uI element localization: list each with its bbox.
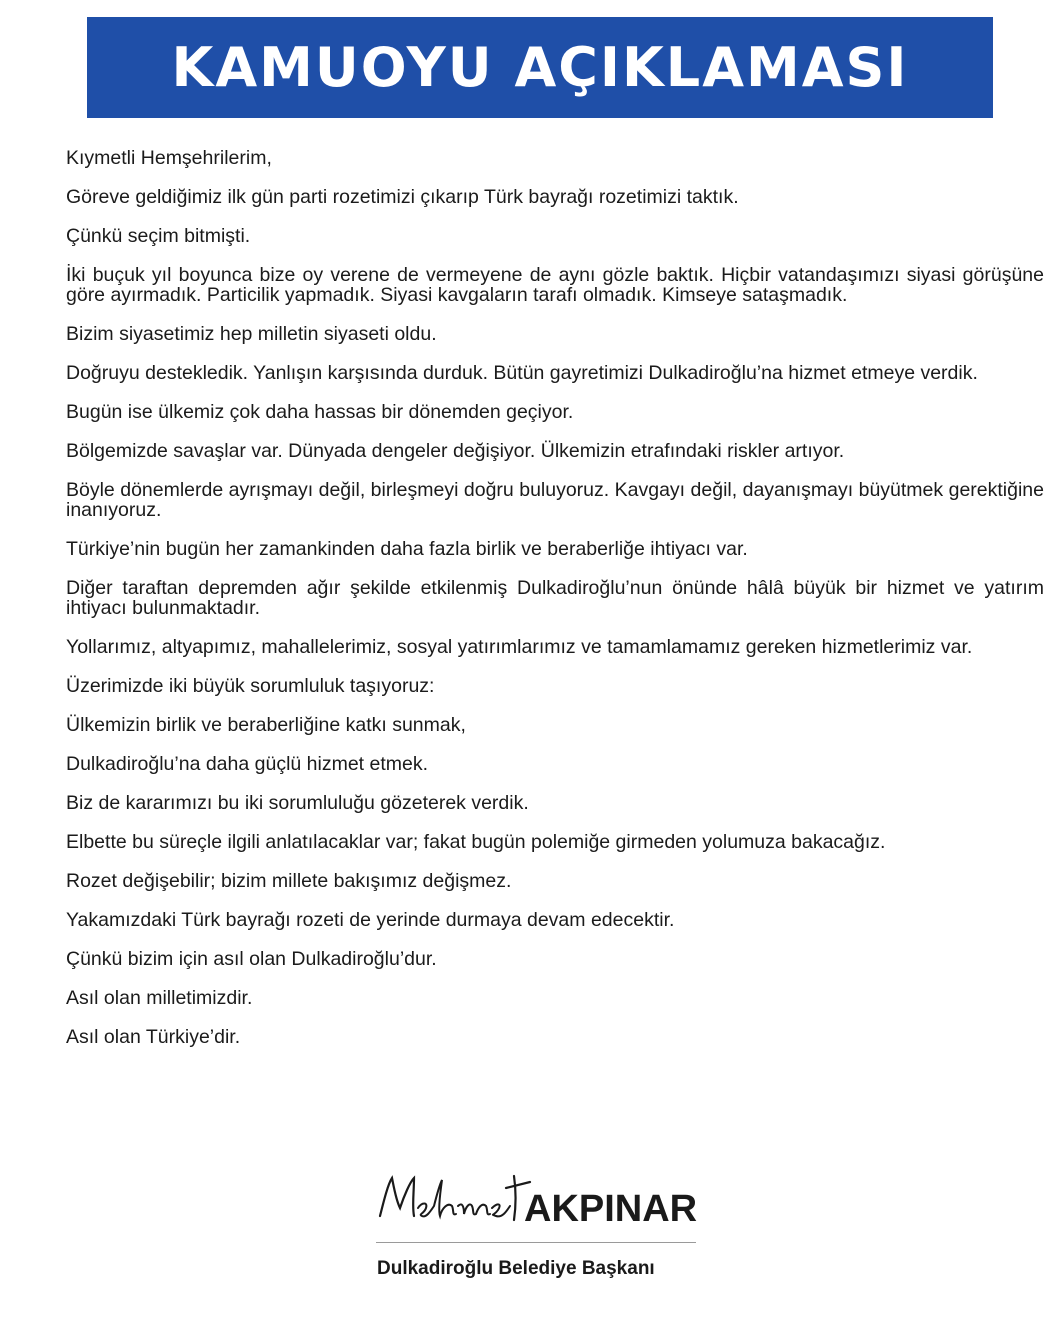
signatory-surname: AKPINAR xyxy=(524,1188,698,1230)
paragraph: İki buçuk yıl boyunca bize oy verene de vermeyene de aynı gözle baktık. Hiçbir vatandaşımızı siyasi görüşüne göre ayırmadık. Particilik yapmadık. Siyasi kavgaların tarafı olmadık. Kimseye sataşmadık. xyxy=(66,264,1044,306)
paragraph: Yakamızdaki Türk bayrağı rozeti de yerinde durmaya devam edecektir. xyxy=(66,909,675,931)
handwritten-signature xyxy=(374,1170,534,1230)
title-banner xyxy=(87,17,993,118)
page-title: KAMUOYU AÇIKLAMASI xyxy=(171,35,909,99)
paragraph: Asıl olan milletimizdir. xyxy=(66,987,253,1009)
signature-block xyxy=(374,1170,704,1290)
paragraph: Çünkü seçim bitmişti. xyxy=(66,225,251,247)
paragraph: Asıl olan Türkiye’dir. xyxy=(66,1026,241,1048)
paragraph: Göreve geldiğimiz ilk gün parti rozetimizi çıkarıp Türk bayrağı rozetimizi taktık. xyxy=(66,186,739,208)
signature-divider xyxy=(376,1242,696,1243)
paragraph: Türkiye’nin bugün her zamankinden daha fazla birlik ve beraberliğe ihtiyacı var. xyxy=(66,538,748,560)
paragraph-greeting: Kıymetli Hemşehrilerim, xyxy=(66,147,272,169)
paragraph: Biz de kararımızı bu iki sorumluluğu gözeterek verdik. xyxy=(66,792,529,814)
paragraph: Doğruyu destekledik. Yanlışın karşısında durduk. Bütün gayretimizi Dulkadiroğlu’na hizmet etmeye verdik. xyxy=(66,362,978,384)
paragraph: Elbette bu süreçle ilgili anlatılacaklar var; fakat bugün polemiğe girmeden yolumuza bakacağız. xyxy=(66,831,886,853)
paragraph: Yollarımız, altyapımız, mahallelerimiz, sosyal yatırımlarımız ve tamamlamamız gereken hizmetlerimiz var. xyxy=(66,636,973,658)
paragraph: Böyle dönemlerde ayrışmayı değil, birleşmeyi doğru buluyoruz. Kavgayı değil, dayanışmayı büyütmek gerektiğine inanıyoruz. xyxy=(66,479,1044,521)
paragraph: Rozet değişebilir; bizim millete bakışımız değişmez. xyxy=(66,870,512,892)
paragraph: Diğer taraftan depremden ağır şekilde etkilenmiş Dulkadiroğlu’nun önünde hâlâ büyük bir hizmet ve yatırım ihtiyacı bulunmaktadır. xyxy=(66,577,1044,619)
paragraph: Bugün ise ülkemiz çok daha hassas bir dönemden geçiyor. xyxy=(66,401,574,423)
statement-body xyxy=(66,148,1044,1066)
paragraph: Ülkemizin birlik ve beraberliğine katkı sunmak, xyxy=(66,714,466,736)
signatory-role: Dulkadiroğlu Belediye Başkanı xyxy=(377,1258,655,1279)
paragraph: Üzerimizde iki büyük sorumluluk taşıyoruz: xyxy=(66,675,435,697)
paragraph: Bölgemizde savaşlar var. Dünyada dengeler değişiyor. Ülkemizin etrafındaki riskler artıyor. xyxy=(66,440,845,462)
paragraph: Dulkadiroğlu’na daha güçlü hizmet etmek. xyxy=(66,753,429,775)
paragraph: Çünkü bizim için asıl olan Dulkadiroğlu’dur. xyxy=(66,948,437,970)
paragraph: Bizim siyasetimiz hep milletin siyaseti oldu. xyxy=(66,323,437,345)
